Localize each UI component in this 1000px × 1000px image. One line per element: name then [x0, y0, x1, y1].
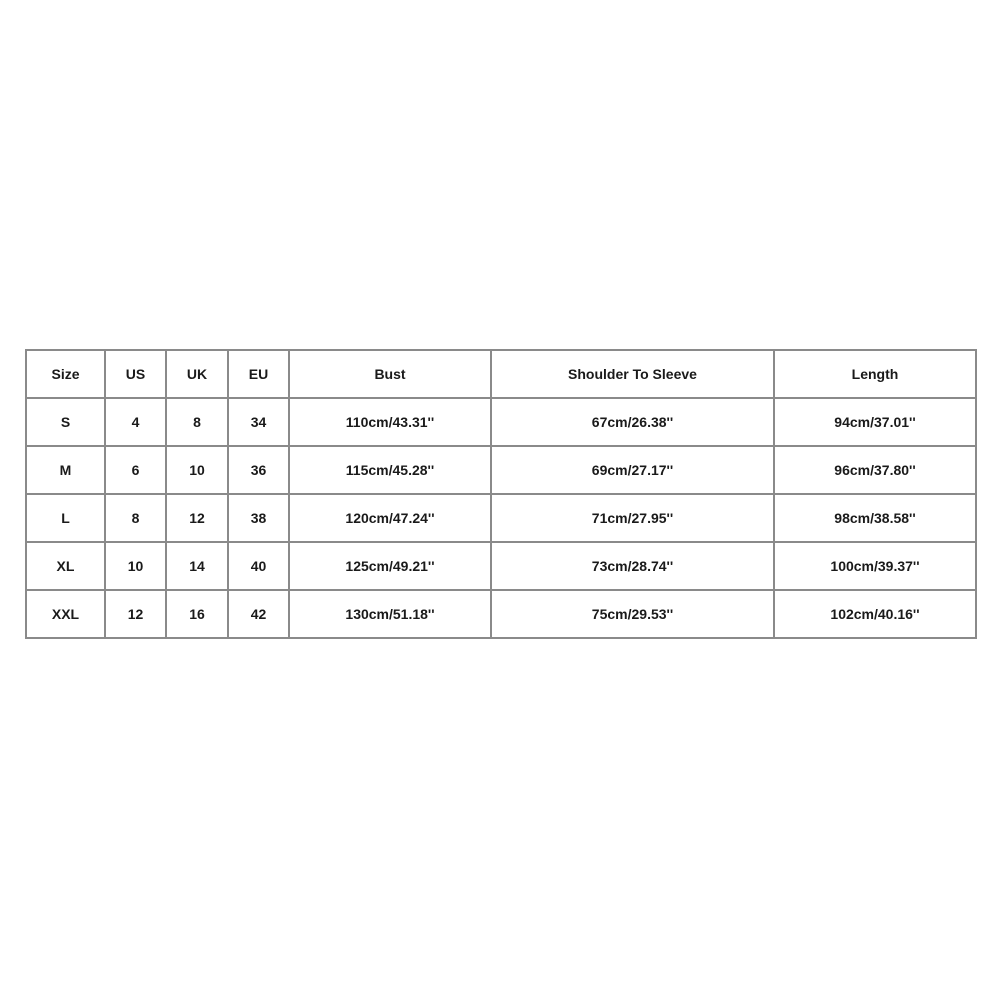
- cell-shoulder-to-sleeve: 67cm/26.38'': [491, 398, 774, 446]
- cell-shoulder-to-sleeve: 73cm/28.74'': [491, 542, 774, 590]
- cell-bust: 110cm/43.31'': [289, 398, 491, 446]
- cell-uk: 16: [166, 590, 228, 638]
- cell-uk: 12: [166, 494, 228, 542]
- header-length: Length: [774, 350, 976, 398]
- cell-length: 100cm/39.37'': [774, 542, 976, 590]
- cell-us: 12: [105, 590, 166, 638]
- cell-eu: 38: [228, 494, 289, 542]
- cell-length: 94cm/37.01'': [774, 398, 976, 446]
- cell-size: L: [26, 494, 105, 542]
- header-shoulder-to-sleeve: Shoulder To Sleeve: [491, 350, 774, 398]
- cell-eu: 34: [228, 398, 289, 446]
- size-chart-table: [25, 349, 977, 639]
- cell-shoulder-to-sleeve: 75cm/29.53'': [491, 590, 774, 638]
- header-us: US: [105, 350, 166, 398]
- table-row: [26, 494, 976, 542]
- cell-size: S: [26, 398, 105, 446]
- cell-bust: 115cm/45.28'': [289, 446, 491, 494]
- header-uk: UK: [166, 350, 228, 398]
- header-size: Size: [26, 350, 105, 398]
- cell-eu: 36: [228, 446, 289, 494]
- cell-length: 102cm/40.16'': [774, 590, 976, 638]
- table-row: [26, 398, 976, 446]
- cell-us: 8: [105, 494, 166, 542]
- cell-bust: 130cm/51.18'': [289, 590, 491, 638]
- cell-length: 96cm/37.80'': [774, 446, 976, 494]
- cell-bust: 120cm/47.24'': [289, 494, 491, 542]
- cell-us: 4: [105, 398, 166, 446]
- cell-uk: 10: [166, 446, 228, 494]
- cell-us: 6: [105, 446, 166, 494]
- cell-uk: 8: [166, 398, 228, 446]
- cell-eu: 40: [228, 542, 289, 590]
- cell-shoulder-to-sleeve: 71cm/27.95'': [491, 494, 774, 542]
- cell-bust: 125cm/49.21'': [289, 542, 491, 590]
- cell-shoulder-to-sleeve: 69cm/27.17'': [491, 446, 774, 494]
- table-row: [26, 590, 976, 638]
- header-bust: Bust: [289, 350, 491, 398]
- cell-eu: 42: [228, 590, 289, 638]
- header-eu: EU: [228, 350, 289, 398]
- table-row: [26, 446, 976, 494]
- cell-uk: 14: [166, 542, 228, 590]
- cell-us: 10: [105, 542, 166, 590]
- table-row: [26, 542, 976, 590]
- cell-size: XL: [26, 542, 105, 590]
- cell-length: 98cm/38.58'': [774, 494, 976, 542]
- table-header-row: [26, 350, 976, 398]
- cell-size: M: [26, 446, 105, 494]
- cell-size: XXL: [26, 590, 105, 638]
